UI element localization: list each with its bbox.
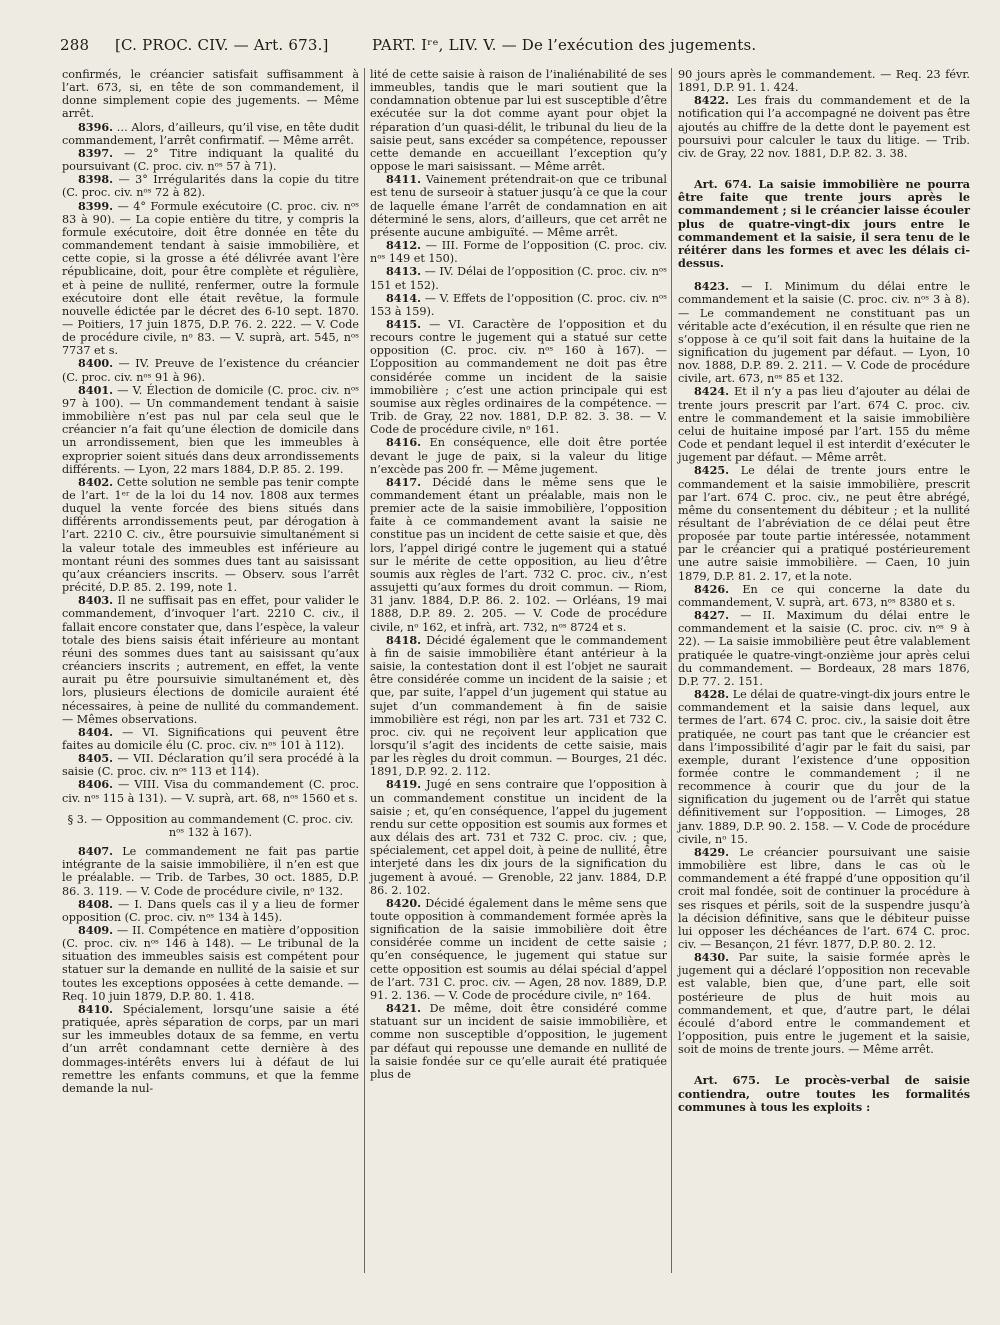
paragraph-number: 8399. [78,198,114,213]
paragraph-number: 8408. [78,896,114,911]
paragraph-number: 8418. [386,632,422,647]
paragraph-number: 8426. [694,581,730,596]
column-rule [671,68,672,1273]
paragraph-number: 8425. [694,463,730,478]
paragraph: 8410. Spécialement, lorsqu’une saisie a été pratiquée, après séparation de corps, par un mari sur les immeubles dotaux de sa femme, en vertu d’un arrêt condamnant cette dernière à des dommages-intérêts envers lui à défaut de lui remettre les enfants communs, et que la femme demande la nul- [62,1001,359,1095]
paragraph: 90 jours après le commandement. — Req. 23 févr. 1891, D.P. 91. 1. 424. [678,68,970,95]
paragraph-number: 8398. [78,172,114,187]
paragraph-number: 8413. [386,264,422,279]
paragraph-number: 8417. [386,474,422,489]
paragraph: lité de cette saisie à raison de l’inaliénabilité de ses immeubles, tandis que le mari soutient que la condamnation obtenue par lui est susceptible d’être exécutée sur la dot comme ayant pour objet la réparation d’un quasi-délit, le tribunal du lieu de la saisie peut, sans excéder sa compétence, repousser cette demande en accueillant l’exception qu’y oppose le mari saisissant. — Même arrêt. [370,68,667,174]
paragraph-number: 8429. [694,844,730,859]
paragraph-number: 8397. [78,145,114,160]
paragraph: 8407. Le commandement ne fait pas partie intégrante de la saisie immobilière, il n’en est que le préalable. — Trib. de Tarbes, 30 oct. 1885, D.P. 86. 3. 119. — V. Code de procédure civile, nᵒ 132. [62,844,359,898]
paragraph-number: 8405. [78,751,114,766]
paragraph-number: 8400. [78,356,114,371]
paragraph: 8423. — I. Minimum du délai entre le commandement et la saisie (C. proc. civ. nᵒˢ 3 à 8). — Le commandement ne constituant pas un véritable acte d’exécution, il en résulte que rien ne s’oppose à ce qu’il soit fait dans la huitaine de la signification du jugement par défaut. — Lyon, 10 nov. 1888, D.P. 89. 2. 211. — V. Code de procédure civile, art. 673, nᵒˢ 85 et 132. [678,279,970,386]
paragraph-number: 8427. [694,608,730,623]
paragraph: 8409. — II. Compétence en matière d’opposition (C. proc. civ. nᵒˢ 146 à 148). — Le tribunal de la situation des immeubles saisis est compétent pour statuer sur la demande en nullité de la saisie et sur toutes les exceptions opposées à cette demande. — Req. 10 juin 1879, D.P. 80. 1. 418. [62,923,359,1003]
paragraph: 8412. — III. Forme de l’opposition (C. proc. civ. nᵒˢ 149 et 150). [370,238,667,266]
paragraph-number: 8423. [694,279,730,294]
paragraph-number: 8422. [694,93,730,108]
paragraph: 8398. — 3° Irrégularités dans la copie du titre (C. proc. civ. nᵒˢ 72 à 82). [62,172,359,200]
paragraph: 8424. Et il n’y a pas lieu d’ajouter au délai de trente jours prescrit par l’art. 674 C. proc. civ. entre le commandement et la saisie immobilière celui de huitaine imposé par l’art. 155 du même Code et pendant lequel il est interdit d’exécuter le jugement par défaut. — Même arrêt. [678,384,970,465]
paragraph: 8414. — V. Effets de l’opposition (C. proc. civ. nᵒˢ 153 à 159). [370,290,667,318]
paragraph: 8430. Par suite, la saisie formée après le jugement qui a déclaré l’opposition non recevable est valable, bien que, d’une part, elle soit postérieure de plus de huit mois au commandement, et que, d’autre part, le délai écoulé d’abord entre le commandement et l’opposition, puis entre le jugement et la saisie, soit de moins de trente jours. — Même arrêt. [678,950,970,1057]
section-heading: § 3. — Opposition au commandement (C. proc. civ. nᵒˢ 132 à 167). [67,812,354,839]
paragraph-number: 8428. [694,687,730,702]
paragraph-number: 8409. [78,923,114,937]
paragraph: 8397. — 2° Titre indiquant la qualité du poursuivant (C. proc. civ. nᵒˢ 57 à 71). [62,145,359,174]
paragraph: 8426. En ce qui concerne la date du commandement, V. suprà, art. 673, nᵒˢ 8380 et s. [678,581,970,609]
article-text: Art. 674. La saisie immobilière ne pourra être faite que trente jours après le commandement ; si le créancier laisse écouler plus de quatre-vingt-dix jours entre le commandement et la saisie, il sera tenu de le réitérer dans les formes et avec les délais ci-dessus. [678,177,970,271]
paragraph-number: 8406. [78,777,114,792]
paragraph: 8415. — VI. Caractère de l’opposition et du recours contre le jugement qui a statué sur cette opposition (C. proc. civ. nᵒˢ 160 à 167). — L’opposition au commandement ne doit pas être considérée comme un incident de la saisie immobilière ; c’est une action principale qui est soumise aux règles ordinaires de la compétence. — Trib. de Gray, 22 nov. 1881, D.P. 82. 3. 38. — V. Code de procédure civile, nᵒ 161. [370,316,667,437]
paragraph: 8428. Le délai de quatre-vingt-dix jours entre le commandement et la saisie dans lequel, aux termes de l’art. 674 C. proc. civ., la saisie doit être pratiquée, ne court pas tant que le créancier est dans l’impossibilité d’agir par le fait du saisi, par exemple, durant l’existence d’une opposition formée contre le commandement ; il ne recommence à courir que du jour de la signification du jugement ou de l’arrêt qui statue définitivement sur l’opposition. — Limoges, 28 janv. 1889, D.P. 90. 2. 158. — V. Code de procédure civile, nᵒ 15. [678,687,970,846]
paragraph: 8404. — VI. Significations qui peuvent être faites au domicile élu (C. proc. civ. nᵒˢ 101 à 112). [62,724,359,752]
paragraph-number: 8410. [78,1001,114,1016]
paragraph: 8422. Les frais du commandement et de la notification qui l’a accompagné ne doivent pas être ajoutés au chiffre de la dette dont le payement est poursuivi pour calculer le taux du litige. — Trib. civ. de Gray, 22 nov. 1881, D.P. 82. 3. 38. [678,93,970,160]
paragraph: 8399. — 4° Formule exécutoire (C. proc. civ. nᵒˢ 83 à 90). — La copie entière du titre, y compris la formule exécutoire, doit être donnée en tête du commandement tendant à saisie immobilière, et cette copie, si la grosse a été délivrée avant l’ère républicaine, doit, pour être complète et régulière, et à peine de nullité, renfermer, outre la formule exécutoire dont elle était revêtue, la formule nouvelle édictée par le décret des 6-10 sept. 1870. — Poitiers, 17 juin 1875, D.P. 76. 2. 222. — V. Code de procédure civile, nᵒ 83. — V. suprà, art. 545, nᵒˢ 7737 et s. [62,198,359,358]
paragraph: 8427. — II. Maximum du délai entre le commandement et la saisie (C. proc. civ. nᵒˢ 9 à 22). — La saisie immobilière peut être valablement pratiquée le quatre-vingt-onzième jour après celui du commandement. — Bordeaux, 28 mars 1876, D.P. 77. 2. 151. [678,608,970,688]
paragraph-number: 8401. [78,382,114,397]
paragraph: 8411. Vainement prétendrait-on que ce tribunal est tenu de surseoir à statuer jusqu’à ce que la cour de laquelle émane l’arrêt de condamnation en ait déterminé le sens, alors, d’ailleurs, que cet arrêt ne présente aucune ambiguïté. — Même arrêt. [370,172,667,239]
paragraph: confirmés, le créancier satisfait suffisamment à l’art. 673, si, en tête de son commandement, il donne simplement copie des jugements. — Même arrêt. [62,68,359,121]
paragraph: 8416. En conséquence, elle doit être portée devant le juge de paix, si la valeur du litige n’excède pas 200 fr. — Même jugement. [370,435,667,476]
paragraph-number: 8412. [386,238,422,253]
column-1 [62,68,359,1095]
paragraph-number: 8411. [386,172,422,187]
column-2 [370,68,667,1081]
paragraph: 8413. — IV. Délai de l’opposition (C. proc. civ. nᵒˢ 151 et 152). [370,264,667,292]
paragraph: 8403. Il ne suffisait pas en effet, pour valider le commandement, d’invoquer l’art. 2210 C. civ., il fallait encore constater que, dans l’espèce, la valeur totale des biens saisis était inférieure au montant réuni des sommes dues tant au saisissant qu’aux créanciers inscrits ; autrement, en effet, la vente aurait pu être poursuivie simultanément et, dès lors, plusieurs élections de domicile auraient été nécessaires, à peine de nullité du commandement. — Mêmes observations. [62,593,360,726]
paragraph: 8402. Cette solution ne semble pas tenir compte de l’art. 1ᵉʳ de la loi du 14 nov. 1808 aux termes duquel la vente forcée des biens situés dans différents arrondissements peut, par dérogation à l’art. 2210 C. civ., être poursuivie simultanément si la valeur totale des immeubles est inférieure au montant réuni des sommes dues tant au saisissant qu’aux créanciers inscrits. — Observ. sous l’arrêt précité, D.P. 85. 2. 199, note 1. [62,474,359,595]
paragraph-number: 8396. [78,119,114,134]
paragraph: 8429. Le créancier poursuivant une saisie immobilière est libre, dans le cas où le commandement a été frappé d’une opposition qu’il croit mal fondée, soit de continuer la procédure à ses risques et périls, soit de la suspendre jusqu’à la décision définitive, sans que le débiteur puisse lui opposer les déchéances de l’art. 674 C. proc. civ. — Besançon, 21 févr. 1877, D.P. 80. 2. 12. [678,844,970,951]
paragraph: 8420. Décidé également dans le même sens que toute opposition à commandement formée après la signification de la saisie immobilière doit être considérée comme un incident de cette saisie ; qu’en conséquence, le jugement qui statue sur cette opposition est soumis au délai spécial d’appel de l’art. 731 C. proc. civ. — Agen, 28 nov. 1889, D.P. 91. 2. 136. — V. Code de procédure civile, nᵒ 164. [370,895,667,1002]
paragraph-number: 8414. [386,290,422,305]
paragraph: 8400. — IV. Preuve de l’existence du créancier (C. proc. civ. nᵒˢ 91 à 96). [62,356,359,384]
paragraph-number: 8404. [78,724,114,739]
paragraph: 8417. Décidé dans le même sens que le commandement étant un préalable, mais non le premier acte de la saisie immobilière, l’opposition faite à ce commandement avant la saisie ne constitue pas un incident de cette saisie et que, dès lors, l’appel dirigé contre le jugement qui a statué sur le mérite de cette opposition, au lieu d’être soumis aux règles de l’art. 732 C. proc. civ., n’est assujetti qu’aux formes du droit commun. — Riom, 31 janv. 1884, D.P. 86. 2. 102. — Orléans, 19 mai 1888, D.P. 89. 2. 205. — V. Code de procédure civile, nᵒ 162, et infrà, art. 732, nᵒˢ 8724 et s. [370,474,667,634]
paragraph-number: 8407. [78,844,114,859]
paragraph: 8418. Décidé également que le commandement à fin de saisie immobilière étant antérieur à la saisie, la contestation dont il est l’objet ne saurait être considérée comme un incident de la saisie ; et que, par suite, l’appel d’un jugement qui statue au sujet d’un commandement à fin de saisie immobilière est régi, non par les art. 731 et 732 C. proc. civ. qui ne reçoivent leur application que lorsqu’il s’agit des incidents de cette saisie, mais par les règles du droit commun. — Bourges, 21 déc. 1891, D.P. 92. 2. 112. [370,632,667,779]
paragraph: 8421. De même, doit être considéré comme statuant sur un incident de saisie immobilière, et comme non susceptible d’opposition, le jugement par défaut qui repousse une demande en nullité de la saisie fondée sur ce qu’elle aurait été pratiquée plus de [370,1001,667,1081]
paragraph: 8419. Jugé en sens contraire que l’opposition à un commandement constitue un incident de la saisie ; et, qu’en conséquence, l’appel du jugement rendu sur cette opposition est soumis aux formes et aux délais des art. 731 et 732 C. proc. civ. ; que, spécialement, cet appel doit, à peine de nullité, être interjeté dans les dix jours de la signification du jugement à avoué. — Grenoble, 22 janv. 1884, D.P. 86. 2. 102. [370,777,667,897]
paragraph-number: 8420. [386,895,422,910]
running-header [60,36,960,58]
paragraph: 8405. — VII. Déclaration qu’il sera procédé à la saisie (C. proc. civ. nᵒˢ 113 et 114). [62,751,359,779]
paragraph: 8396. … Alors, d’ailleurs, qu’il vise, en tête dudit commandement, l’arrêt confirmatif. — Même arrêt. [62,119,359,147]
article-text: Art. 675. Le procès-verbal de saisie contiendra, outre toutes les formalités communes à tous les exploits : [678,1073,970,1114]
paragraph-number: 8430. [694,950,730,965]
column-3 [678,68,970,1124]
column-rule [364,68,365,1273]
paragraph-number: 8416. [386,435,422,450]
paragraph-number: 8402. [78,474,114,489]
paragraph-number: 8415. [386,316,422,331]
header-left: [C. PROC. CIV. — Art. 673.] [114,36,329,54]
paragraph: 8408. — I. Dans quels cas il y a lieu de former opposition (C. proc. civ. nᵒˢ 134 à 145). [62,896,359,924]
header-right: PART. Iʳᵉ, LIV. V. — De l’exécution des jugements. [372,36,757,54]
paragraph-number: 8424. [694,384,730,399]
page-number: 288 [60,36,90,54]
paragraph: 8401. — V. Élection de domicile (C. proc. civ. nᵒˢ 97 à 100). — Un commandement tendant à saisie immobilière n’est pas nul par cela seul que le créancier n’a fait qu’une élection de domicile dans un arrondissement, bien que les immeubles à exproprier soient situés dans deux arrondissements différents. — Lyon, 22 mars 1884, D.P. 85. 2. 199. [62,382,359,476]
paragraph-number: 8403. [78,593,114,608]
paragraph: 8406. — VIII. Visa du commandement (C. proc. civ. nᵒˢ 115 à 131). — V. suprà, art. 68, nᵒˢ 1560 et s. [62,777,359,805]
paragraph-number: 8421. [386,1001,422,1016]
paragraph-number: 8419. [386,777,422,792]
paragraph: 8425. Le délai de trente jours entre le commandement et la saisie immobilière, prescrit par l’art. 674 C. proc. civ., ne peut être abrégé, même du consentement du débiteur ; et la nullité résultant de l’abréviation de ce délai peut être proposée par toute partie intéressée, notamment par le créancier qui a pratiqué postérieurement une autre saisie immobilière. — Caen, 10 juin 1879, D.P. 81. 2. 17, et la note. [678,463,970,583]
